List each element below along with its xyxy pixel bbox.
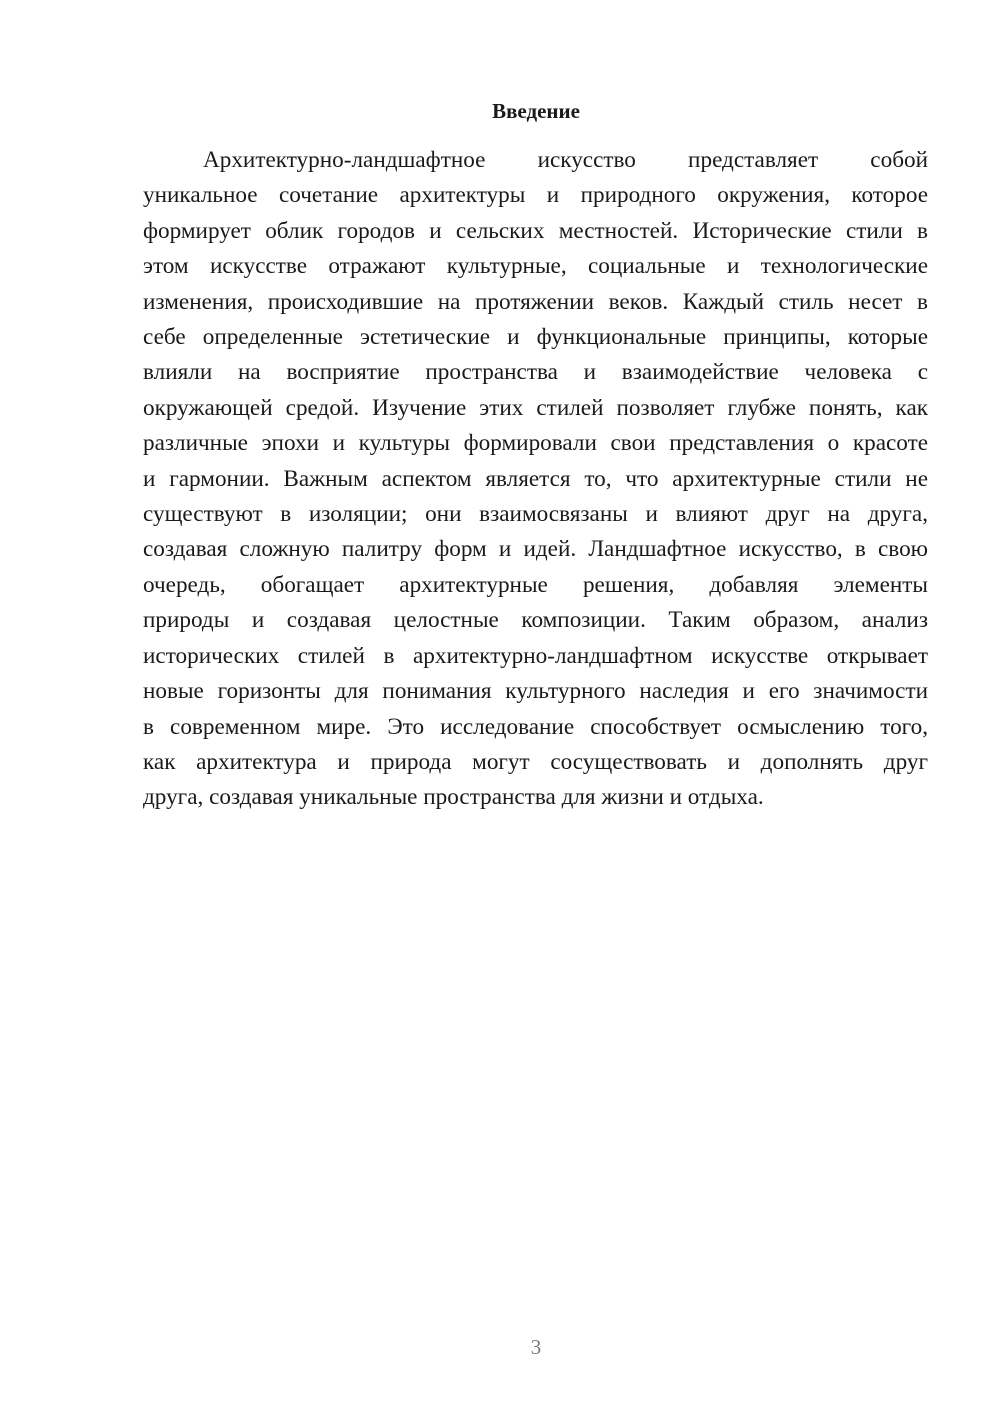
paragraph-line: окружающей средой. Изучение этих стилей позволяет глубже понять, как: [143, 394, 928, 421]
paragraph-line: природы и создавая целостные композиции. Таким образом, анализ: [143, 607, 928, 634]
paragraph-line: этом искусстве отражают культурные, социальные и технологические: [143, 253, 928, 280]
paragraph-line: как архитектура и природа могут сосуществовать и дополнять друг: [143, 748, 928, 775]
paragraph-line: изменения, происходившие на протяжении веков. Каждый стиль несет в: [143, 288, 928, 315]
paragraph-line: уникальное сочетание архитектуры и природного окружения, которое: [143, 182, 928, 209]
paragraph-line: формирует облик городов и сельских местностей. Исторические стили в: [143, 217, 928, 244]
paragraph-line: в современном мире. Это исследование способствует осмыслению того,: [143, 713, 928, 740]
introduction-paragraph: [143, 143, 928, 816]
paragraph-line: новые горизонты для понимания культурного наследия и его значимости: [143, 678, 928, 705]
page-number: 3: [530, 1335, 542, 1359]
paragraph-line: себе определенные эстетические и функциональные принципы, которые: [143, 324, 928, 351]
paragraph-line: друга, создавая уникальные пространства для жизни и отдыха.: [143, 784, 764, 811]
paragraph-line: влияли на восприятие пространства и взаимодействие человека с: [143, 359, 928, 386]
paragraph-line: и гармонии. Важным аспектом является то, что архитектурные стили не: [143, 465, 928, 492]
paragraph-line: различные эпохи и культуры формировали свои представления о красоте: [143, 430, 928, 457]
paragraph-line: очередь, обогащает архитектурные решения, добавляя элементы: [143, 571, 928, 598]
section-heading: Введение: [492, 99, 580, 123]
paragraph-line: исторических стилей в архитектурно-ландшафтном искусстве открывает: [143, 642, 928, 669]
paragraph-line: создавая сложную палитру форм и идей. Ландшафтное искусство, в свою: [143, 536, 928, 563]
paragraph-line: существуют в изоляции; они взаимосвязаны и влияют друг на друга,: [143, 501, 928, 528]
paragraph-line: Архитектурно-ландшафтное искусство представляет собой: [203, 147, 928, 173]
